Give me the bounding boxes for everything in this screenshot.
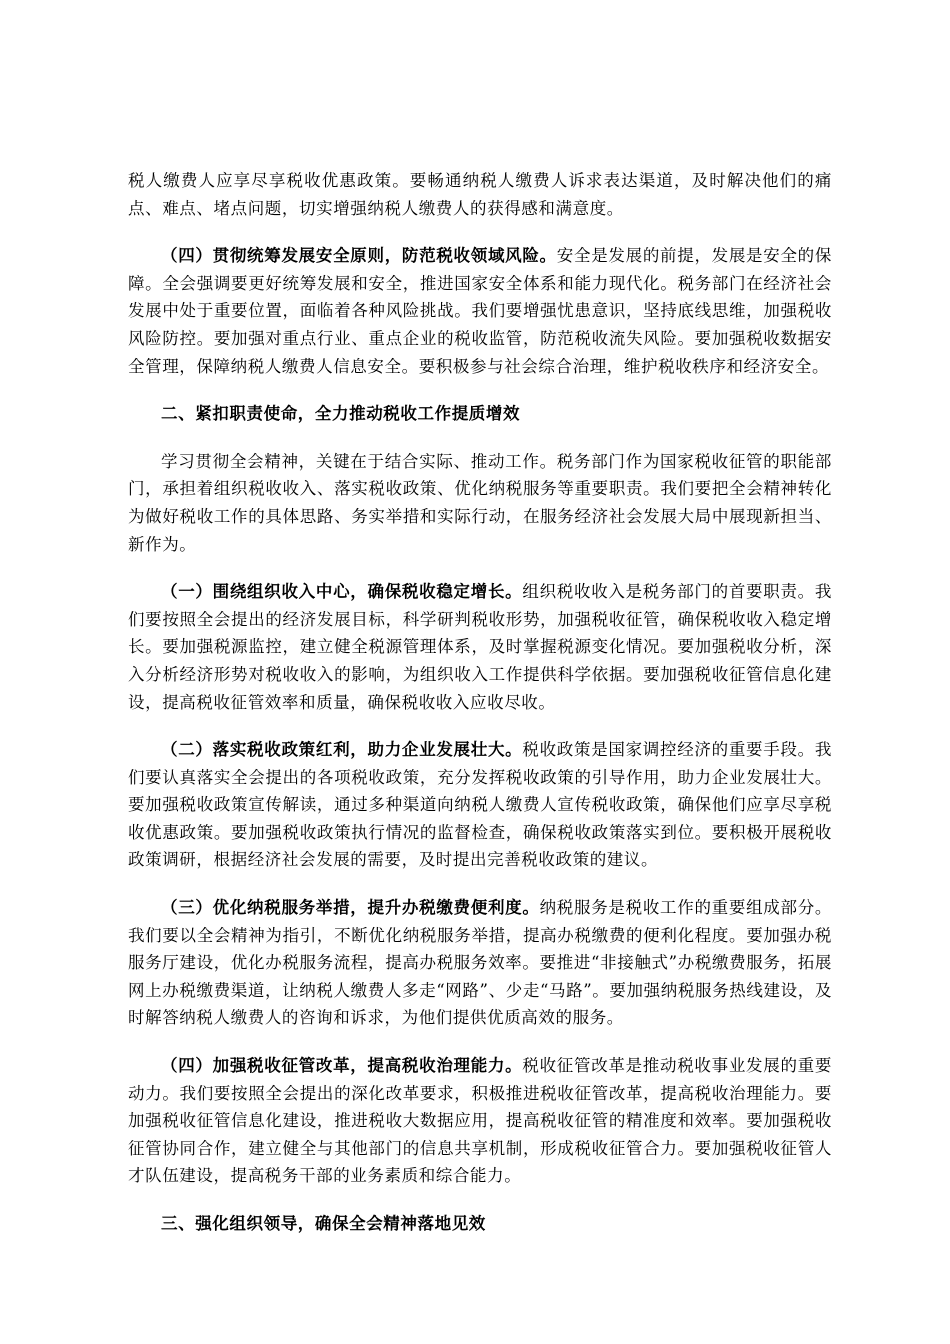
paragraph-service <box>128 894 832 1032</box>
paragraph-lead: （三）优化纳税服务举措，提升办税缴费便利度。 <box>161 898 540 918</box>
paragraph-body: 税收政策是国家调控经济的重要手段。我们要认真落实全会提出的各项税收政策，充分发挥税收政策的引导作用，助力企业发展壮大。要加强税收政策宣传解读，通过多种渠道向纳税人缴费人宣传税收政策，确保他们应享尽享税收优惠政策。要加强税收政策执行情况的监督检查，确保税收政策落实到位。要积极开展税收政策调研，根据经济社会发展的需要，及时提出完善税收政策的建议。 <box>128 740 832 870</box>
paragraph-lead: （一）围绕组织收入中心，确保税收稳定增长。 <box>161 582 523 602</box>
paragraph-reform <box>128 1052 832 1190</box>
paragraph-body: 组织税收收入是税务部门的首要职责。我们要按照全会提出的经济发展目标，科学研判税收形势，加强税收征管，确保税收收入稳定增长。要加强税源监控，建立健全税源管理体系，及时掌握税源变化情况。要加强税收分析，深入分析经济形势对税收收入的影响，为组织收入工作提供科学依据。要加强税收征管信息化建设，提高税收征管效率和质量，确保税收收入应收尽收。 <box>128 582 832 712</box>
document-page <box>128 167 832 1238</box>
paragraph-policy <box>128 736 832 874</box>
paragraph-risk-prevention <box>128 242 832 380</box>
paragraph-lead: （四）加强税收征管改革，提高税收治理能力。 <box>161 1056 523 1076</box>
paragraph-body: 安全是发展的前提，发展是安全的保障。全会强调要更好统筹发展和安全，推进国家安全体系和能力现代化。税务部门在经济社会发展中处于重要位置，面临着各种风险挑战。我们要增强忧患意识，坚持底线思维，加强税收风险防控。要加强对重点行业、重点企业的税收监管，防范税收流失风险。要加强税收数据安全管理，保障纳税人缴费人信息安全。要积极参与社会综合治理，维护税收秩序和经济安全。 <box>128 246 832 376</box>
paragraph-body: 税收征管改革是推动税收事业发展的重要动力。我们要按照全会提出的深化改革要求，积极推进税收征管改革，提高税收治理能力。要加强税收征管信息化建设，推进税收大数据应用，提高税收征管的精准度和效率。要加强税收征管协同合作，建立健全与其他部门的信息共享机制，形成税收征管合力。要加强税收征管人才队伍建设，提高税务干部的业务素质和综合能力。 <box>128 1056 832 1186</box>
paragraph-lead: （二）落实税收政策红利，助力企业发展壮大。 <box>161 740 523 760</box>
section-heading-2: 二、紧扣职责使命，全力推动税收工作提质增效 <box>161 404 521 424</box>
paragraph-lead: （四）贯彻统筹发展安全原则，防范税收领域风险。 <box>161 246 557 266</box>
paragraph-continuation: 税人缴费人应享尽享税收优惠政策。要畅通纳税人缴费人诉求表达渠道，及时解决他们的痛点、难点、堵点问题，切实增强纳税人缴费人的获得感和满意度。 <box>128 171 832 218</box>
section-heading-3: 三、强化组织领导，确保全会精神落地见效 <box>161 1214 486 1233</box>
paragraph-revenue <box>128 578 832 716</box>
paragraph-body: 纳税服务是税收工作的重要组成部分。我们要以全会精神为指引，不断优化纳税服务举措，提高办税缴费的便利化程度。要加强办税服务厅建设，优化办税服务流程，提高办税服务效率。要推进“非接触式”办税缴费服务，拓展网上办税缴费渠道，让纳税人缴费人多走“网路”、少走“马路”。要加强纳税服务热线建设，及时解答纳税人缴费人的咨询和诉求，为他们提供优质高效的服务。 <box>128 898 833 1028</box>
paragraph-intro: 学习贯彻全会精神，关键在于结合实际、推动工作。税务部门作为国家税收征管的职能部门，承担着组织税收收入、落实税收政策、优化纳税服务等重要职责。我们要把全会精神转化为做好税收工作的具体思路、务实举措和实际行动，在服务经济社会发展大局中展现新担当、新作为。 <box>128 451 832 554</box>
